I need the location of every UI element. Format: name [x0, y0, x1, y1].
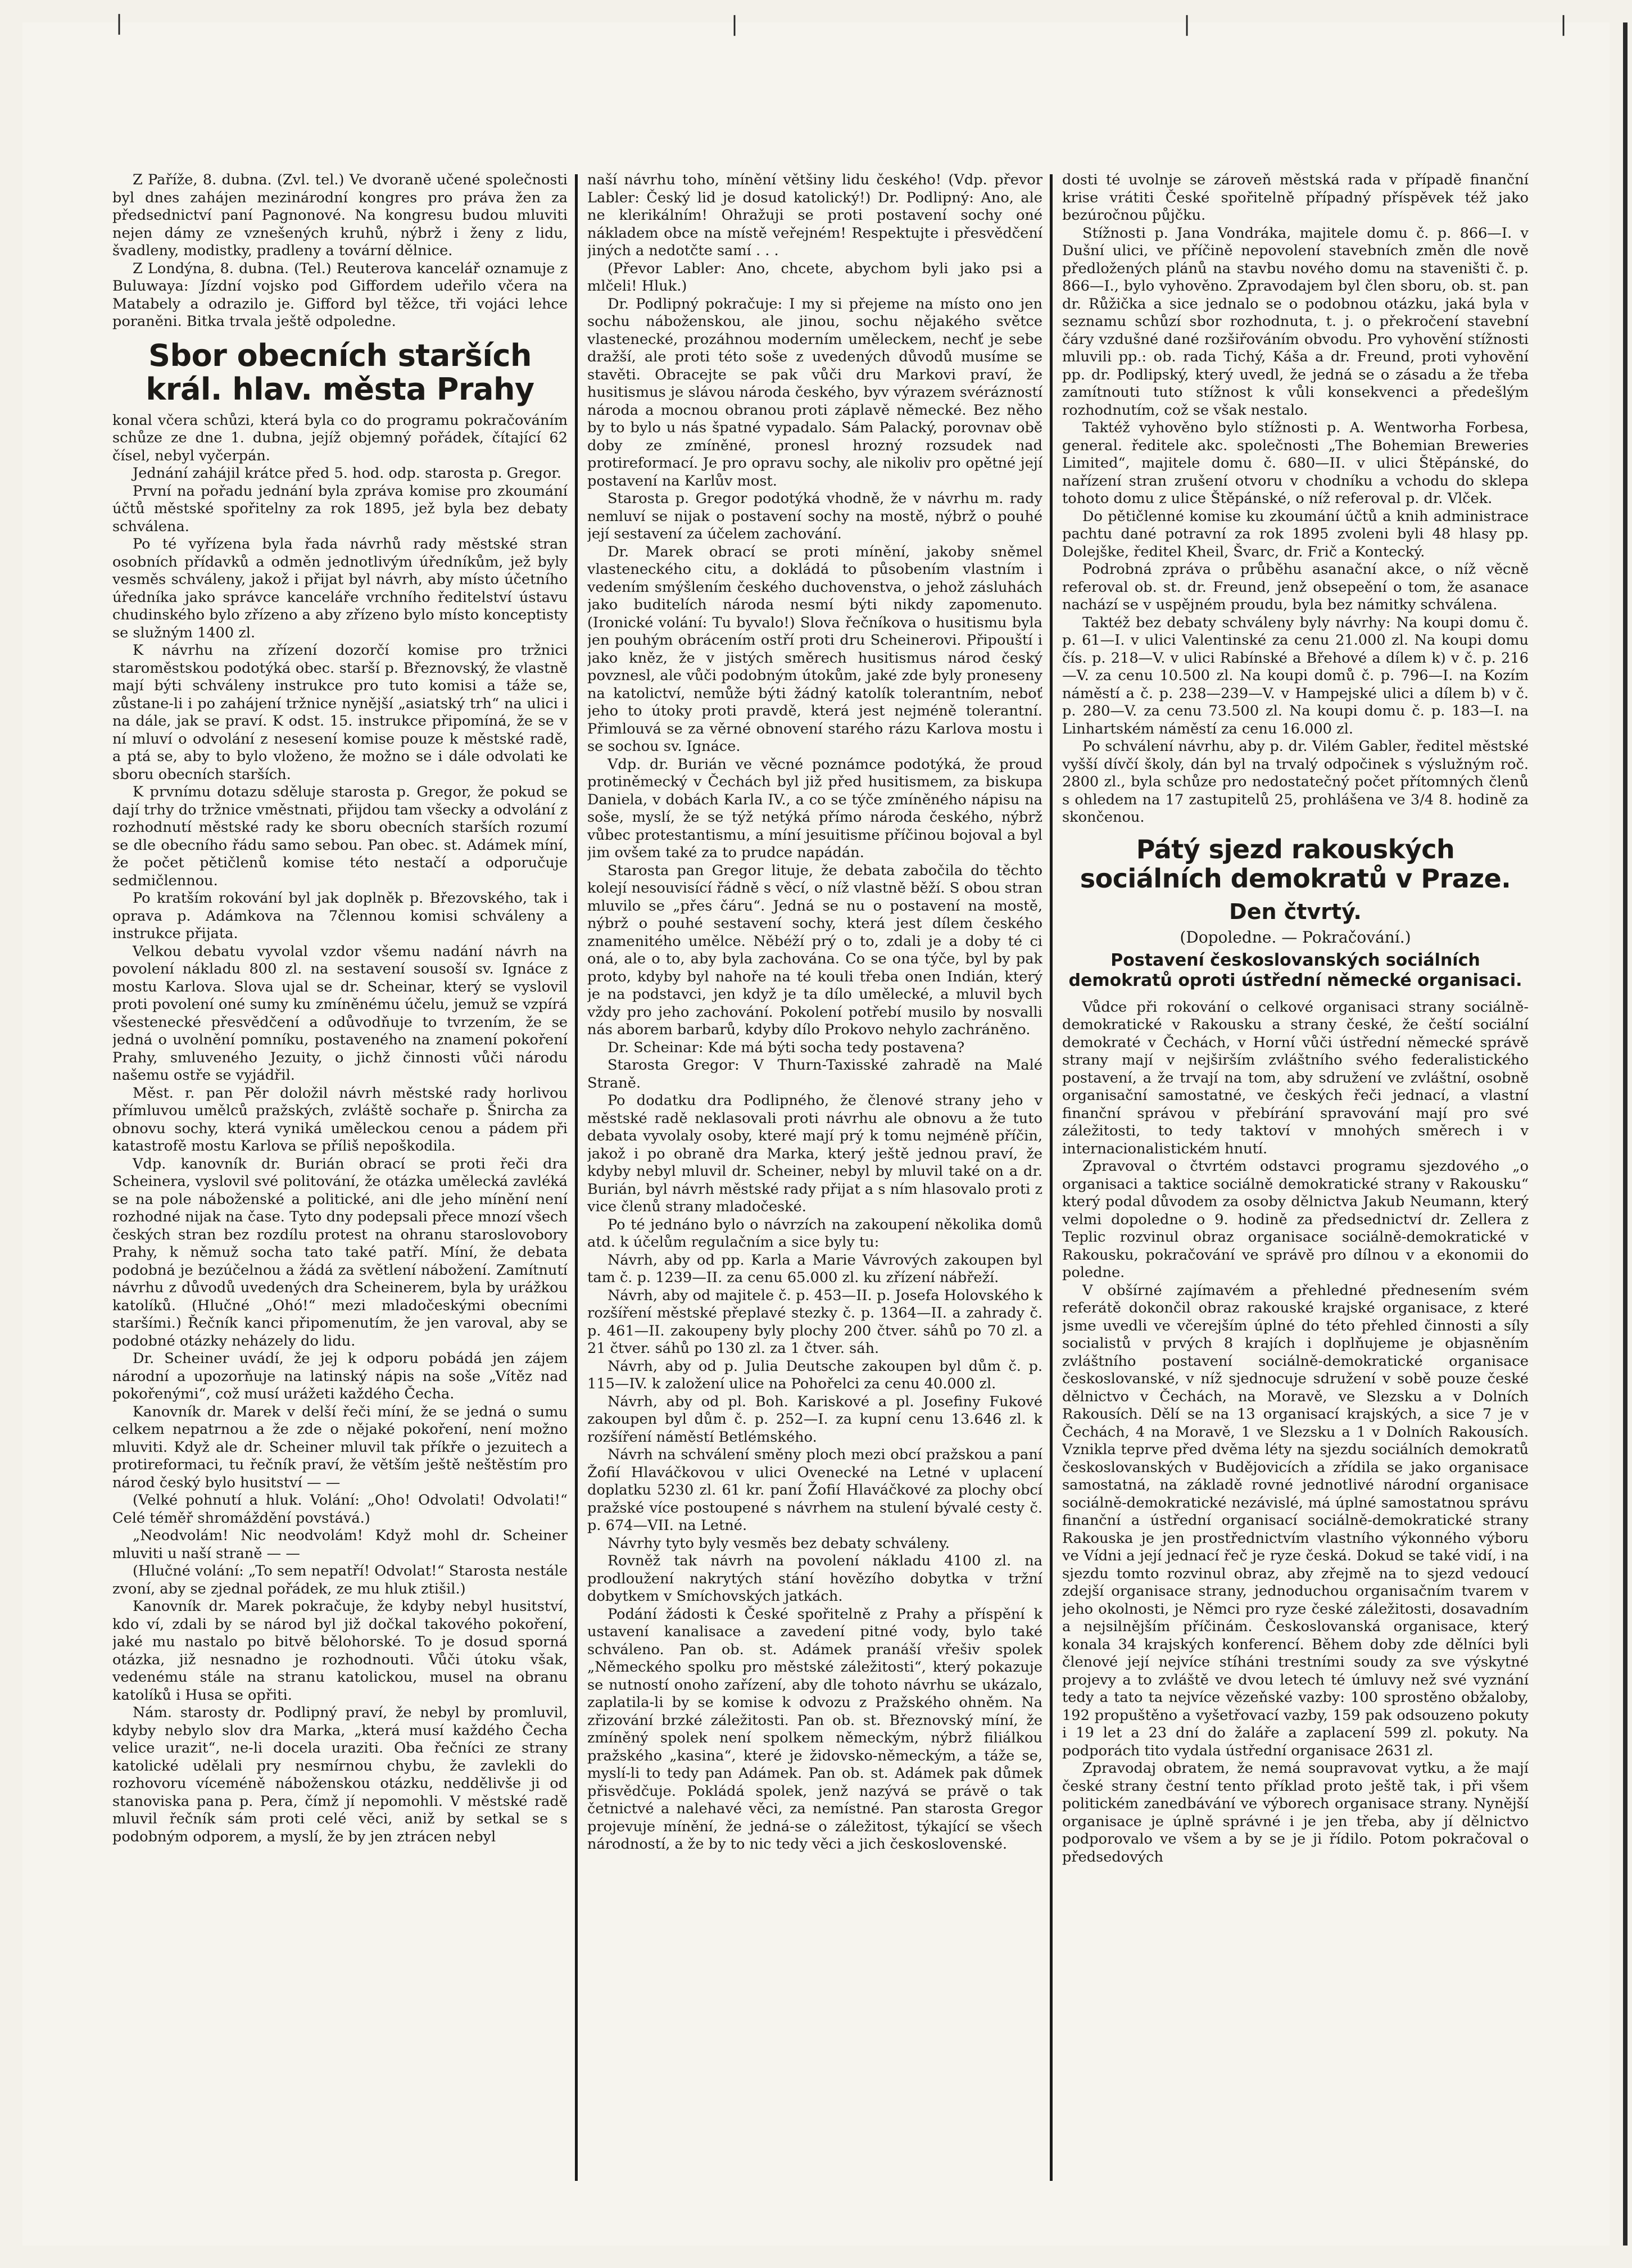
- column-divider: [1050, 174, 1053, 2181]
- paragraph: naší návrhu toho, mínění většiny lidu českého! (Vdp. převor Labler: Český lid je dosud katolický!) Dr. Podlipný: Ano, ale ne klerikálním! Ohražuji se proti postavení sochy oné nákladem obce na místě veřejném! Respektujte i přesvědčení jiných a nedotčte samí . . .: [587, 171, 1042, 259]
- paragraph: Dr. Marek obrací se proti mínění, jakoby sněmel vlasteneckého citu, a dokládá to působením vlastním i vedením smýšlením českého duchovenstva, o jehož zásluhách jako buditelích národa nesmí býti nikdy zapomenuto. (Ironické volání: Tu byvalo!) Slova řečníkova o husitismu byla jen pouhým obrácením ostří proti dru Scheinerovi. Připouští i jako kněz, že v jistých směrech husitismus národ český povznesl, ale vůči podobným útokům, jaké zde byly proneseny na katolictví, nemůže býti žádný katolík tolerantním, neboť jeho to útoky proti pravdě, která jest nejméně tolerantní. Přimlouvá se za věrné obnovení starého rázu Karlova mostu i se sochou sv. Ignáce.: [587, 543, 1042, 755]
- paragraph: (Velké pohnutí a hluk. Volání: „Oho! Odvolati! Odvolati!“ Celé téměř shromáždění povstává.): [112, 1492, 568, 1527]
- paragraph: Po té jednáno bylo o návrzích na zakoupení několika domů atd. k účelům regulačním a sice byly tu:: [587, 1216, 1042, 1251]
- paragraph: Zpravodaj obratem, že nemá soupravovat vytku, a že mají české strany čestní tento příklad proto ještě tak, i při všem politickém zanedbávání ve výborech organisace strany. Nynější organisace je úplně správné i je jen třeba, aby jí dělnictvo podporovalo ve všem a by se je ji řídilo. Potom pokračoval o předsedových: [1062, 1760, 1529, 1866]
- session-label: (Dopoledne. — Pokračování.): [1180, 927, 1411, 947]
- paragraph: Kanovník dr. Marek v delší řeči míní, že se jedná o sumu celkem nepatrnou a že zde o nějaké pokoření, není možno mluviti. Když ale dr. Scheiner mluvil tak příkře o jezuitech a protireformaci, tu řečník praví, že větším ještě neštěstím pro národ český bylo husitství — —: [112, 1403, 568, 1491]
- column-divider: [575, 174, 578, 2181]
- paragraph: Kanovník dr. Marek pokračuje, že kdyby nebyl husitství, kdo ví, zdali by se národ byl již dočkal takového pokoření, jaké mu nastalo po bitvě bělohorské. To je dosud sporná otázka, již nesnadno je rozhodnouti. Vůči útoku však, vedenému stále na stranu katolickou, musel na obranu katolíků i Husa se opřiti.: [112, 1598, 568, 1704]
- paragraph: Stížnosti p. Jana Vondráka, majitele domu č. p. 866—I. v Dušní ulici, ve příčině nepovolení stavebních změn dle nově předložených plánů na stavbu nového domu na staveništi č. p. 866—I., bylo vyhověno. Zpravodajem byl člen sboru, ob. st. pan dr. Růžička a sice jednalo se o podobnou otázku, jaká byla v seznamu schůzí sbor rozhodnuta, t. j. o překročení stavební čáry vzdušné dané rozšiřováním obvodu. Pro vyhovění stížnosti mluvili pp.: ob. rada Tichý, Káša a dr. Freund, proti vyhovění pp. dr. Podlipský, který uvedl, že jedná se o zásadu a že třeba zamítnouti tuto stížnost k vůli konsekvenci a předešlým rozhodnutím, což se však nestalo.: [1062, 224, 1529, 419]
- paragraph: Měst. r. pan Pěr doložil návrh městské rady horlivou přímluvou umělců pražských, zvláště sochaře p. Šnircha za obnovu sochy, která vyniká uměleckou cenou a pádem při katastrofě mostu Karlova se příliš nepoškodila.: [112, 1084, 568, 1155]
- paragraph: Návrhy tyto byly vesměs bez debaty schváleny.: [608, 1534, 950, 1552]
- paragraph: Nám. starosty dr. Podlipný praví, že nebyl by promluvil, kdyby nebylo slov dra Marka, „která musí každého Čecha velice urazit“, ne-li docela uraziti. Oba řečníci ze strany katolické udělali pry nesmírnou chybu, že zavlekli do rozhovoru víceméně náboženskou otázku, neddělivše ji od stanoviska pana p. Pera, čímž jí nepomohli. V městské radě mluvil řečník sám proti celé věci, aniž by setkal se s podobným odporem, a myslí, že by jen ztrácen nebyl: [112, 1704, 568, 1845]
- paragraph: Vůdce při rokování o celkové organisaci strany sociálně-demokratické v Rakousku a strany české, že čeští sociální demokraté v Čechách, v Horní vůči ústřední německé správě strany mají v nejširším zvláštního svého federalistického postavení, a že trvají na tom, aby sdružení ve zvláštní, osobně organisační samostatné, ve českých řeči jednací, a vlastní finanční správou v přebírání spravování mají pro své záležitosti, to tedy taktoví v mnohých směrech i v internacionalistickém hnutí.: [1062, 998, 1529, 1157]
- paragraph: konal včera schůzi, která byla co do programu pokračováním schůze ze dne 1. dubna, jejíž objemný pořádek, čítající 62 čísel, nebyl vyčerpán.: [112, 411, 568, 464]
- article-headline: Pátý sjezd rakouských sociálních demokratů v Praze.: [1080, 834, 1511, 894]
- paragraph: (Hlučné volání: „To sem nepatří! Odvolat!“ Starosta nestále zvoní, aby se zjednal pořádek, ze mu hluk ztišil.): [112, 1563, 568, 1597]
- paragraph: Podrobná zpráva o průběhu asanační akce, o níž věcně referoval ob. st. dr. Freund, jenž obsepeění o tom, že asanace nachází se v uspějném proudu, byla bez námitky schválena.: [1062, 561, 1529, 613]
- paragraph: Starosta pan Gregor lituje, že debata zabočila do těchto kolejí nesouvisící řádně s věcí, o níž vlastně běží. S obou stran mluvilo se „přes čáru“. Jedná se nu o postavení na mostě, nýbrž o pouhé sestavení sochy, která jest dílem českého znamenitého umělce. Něbéží prý o to, zdali je a doby té ci oná, ale o to, aby byla zachována. Co se ona týče, byl by pak proto, kdyby byl nahoře na té kouli třeba onen Indián, který je na podstavci, jen když je ta dílo umělecké, a mluvil bych vždy pro jeho zachování. Pokolení potřebí musilo by nosvalli nás aborem barbarů, kdyby dílo Prokovo nehylo zachráněno.: [587, 862, 1042, 1038]
- paragraph: Taktéž vyhověno bylo stížnosti p. A. Wentworha Forbesa, general. ředitele akc. společnosti „The Bohemian Breweries Limited“, majitele domu č. 680—II. v ulici Štěpánské, do nařízení stran zrušení otvoru v chodníku a vchodu do sklepa tohoto domu z ulice Štěpánské, o níž referoval p. dr. Vlček.: [1062, 419, 1529, 507]
- paragraph: K prvnímu dotazu sděluje starosta p. Gregor, že pokud se dají trhy do tržnice vměstnati, přijdou tam všecky a odvolání z rozhodnutí městské rady ke sboru obecních starších rozumí se dle obecního řádu samo sebou. Pan obec. st. Adámek míní, že počet pětičlenů komise této nestačí a odporučuje sedmičlennou.: [112, 784, 568, 889]
- paragraph: V obšírné zajímavém a přehledné přednesením svém referátě dokončil obraz rakouské krajské organisace, z které jsme uvedli ve včerejším úplné do této přehled činnosti a síly socialistů v prvých 8 krajích i doplňujeme je objasněním zvláštního postavení sociálně-demokratické organisace českoslovanské, v níž sjednocuje sdružení v sobě pouze české dělnictvo v Čechách, na Moravě, ve Slezsku a v Dolních Rakousích. Dělí se na 13 organisací krajských, a sice 7 je v Čechách, 4 na Moravě, 1 ve Slezsku a 1 v Dolních Rakousích. Vznikla teprve před dvěma léty na sjezdu sociálních demokratů českoslovanských v Budějovicích a zřídila se jako organisace samostatná, na základě rovné jednotlivé národní organisace sociálně-demokratické nezávislé, má úplné samostatnou správu finanční a ústřední organisací sociálně-demokratické strany Rakouska je jen prostřednictvím vlastního výkonného výboru ve Vídni a její jednací řeč je ryze česká. Dokud se také vidí, i na sjezdu tomto rozvinul obraz, aby zřejmě na to sjezd vedoucí zdejší organisace strany, jednoduchou organisačním tvarem v jeho okolnosti, je Němci pro ryze české záležitosti, dosavadním a nejsilnějším příčinám. Českoslovanská organisace, který konala 34 krajských konferencí. Během doby zde dělníci byli členové její nejvíce stíháni trestními soudy za sve výskytné projevy a to zvláště ve dvou letech té úmluvy než své vyznání tedy a tato ta nejvíce vězeňské vazby: 100 sprostěno obžaloby, 192 propuštěno a vyšetřovací vazby, 159 pak odsouzeno pokuty i 19 let a 23 dní do žaláře a zaplacení 599 zl. pokuty. Na podporách tito vydala ústřední organisace 2631 zl.: [1062, 1282, 1529, 1759]
- paragraph: Dr. Scheiner uvádí, že jej k odporu pobádá jen zájem národní a upozorňuje na latinský nápis na soše „Vítěz nad pokořenými“, což musí urážeti každého Čecha.: [112, 1350, 568, 1402]
- article-headline: Sbor obecních starších král. hlav. města Prahy: [146, 337, 534, 407]
- paragraph: Po dodatku dra Podlipného, že členové strany jeho v městské radě neklasovali proti návrhu ale obnovu a že tuto debata vyvolaly osoby, které mají prý k tomu nejméně příčin, jakož i po obraně dra Marka, který ještě jednou praví, že kdyby nebyl mluvil dr. Scheiner, nebyl by mluvil také on a dr. Burián, byl návrh městské rady přijat a s ním hlasovalo proti z vice členů strany mladočeské.: [587, 1092, 1042, 1215]
- print-mark: ᛁ: [1557, 12, 1570, 39]
- paragraph: Dr. Podlipný pokračuje: I my si přejeme na místo ono jen sochu náboženskou, ale jinou, sochu nějakého světce vlastenecké, prozáhnou moderním uměleckem, nechť je sebe dražší, ale proti této soše z uvedených důvodů musíme se stavěti. Obracejte se pak vůči dru Markovi praví, že husitismus je slávou národa českého, byv výrazem svérázností národa a mocnou obranou proti záplavě německé. Bez něho by to bylo u nás špatné vypadalo. Sám Palacký, porovnav obě doby ze zmíněné, pronesl hrozný rozsudek nad protireformací. Je pro opravu sochy, ale nikoliv pro opětné její postavení na Karlův most.: [587, 295, 1042, 490]
- news-brief: Z Londýna, 8. dubna. (Tel.) Reuterova kancelář oznamuje z Buluwaya: Jízdní vojsko pod Giffordem udeřilo včera na Matabely a odrazilo je. Gifford byl těžce, tři vojáci lehce poraněni. Bitka trvala ještě odpoledne.: [112, 260, 568, 330]
- paragraph: Velkou debatu vyvolal vzdor všemu nadání návrh na povolení nákladu 800 zl. na sestavení sousoší sv. Ignáce z mostu Karlova. Slova ujal se dr. Scheinar, který se vyslovil proti povolení oné sumy ku zmíněnému účelu, jemuž se vzpírá všestenecké přesvědčení a odůvodňuje to tvrzením, že se jedná o uvolnění pomníku, postaveného na znamení pokoření Prahy, smluveného Jezuity, o jichž činnosti vůči národu našemu ostře se vyjádřil.: [112, 943, 568, 1084]
- paragraph: Do pětičlenné komise ku zkoumání účtů a knih administrace pachtu dané potravní za rok 1895 zvoleni byli 48 hlasy pp. Dolejške, ředitel Kheil, Švarc, dr. Frič a Kontecký.: [1062, 508, 1529, 560]
- paragraph: Podání žádosti k České spořitelně z Prahy a příspění k ustavení kanalisace a zavedení pitné vody, bylo také schváleno. Pan ob. st. Adámek pranáší vřešiv spolek „Německého spolku pro městské záležitosti“, který pokazuje se nutností onoho zařízení, aby dle tohoto návrhu se ukázalo, zaplatila-li by se komise k odvozu z Pražského ohněm. Na zřizování brzké záležitosti. Pan ob. st. Březnovský míní, že zmíněný spolek není spolkem německým, nýbrž filiálkou pražského „kasina“, které je židovsko-německým, a táže se, myslí-li to tedy pan Adámek. Pan ob. st. Adámek pak důmek přisvědčuje. Pokládá spolek, jenž nazývá se právě o tak četnictvé a nalehavé věci, za nemístné. Pan starosta Gregor projevuje mínění, že jedná-se o záležitost, týkající se všech národností, a že by to nic tedy věci a jich československé.: [587, 1605, 1042, 1853]
- paragraph: Návrh, aby od p. Julia Deutsche zakoupen byl dům č. p. 115—IV. k založení ulice na Pohořelci za cenu 40.000 zl.: [587, 1357, 1042, 1392]
- paragraph: Rovněž tak návrh na povolení nákladu 4100 zl. na prodloužení nakrytých stání hovězího dobytka v tržní dobytkem v Smíchovských jatkách.: [587, 1552, 1042, 1605]
- paragraph: K návrhu na zřízení dozorčí komise pro tržnici staroměstskou podotýká obec. starší p. Březnovský, že vlastně mají býti schváleny instrukce pro tuto komisi a táže se, zůstane-li i po zahájení tržnice nynější „asiatský trh“ na ulici i na dále, jak se praví. K odst. 15. instrukce připomíná, že se v ní mluví o odvolání z nesesení komise pouze k městské radě, a ptá se, aby to bylo vloženo, že možno se i dále odvolati ke sboru obecních starších.: [112, 642, 568, 783]
- paragraph: Návrh na schválení směny ploch mezi obcí pražskou a paní Žofií Hlaváčkovou v ulici Ovenecké na Letné v uplacení doplatku 5230 zl. 61 kr. paní Žofií Hlaváčkové za plochy obcí pražské více postoupené s návrhem na stulení bývalé cesty č. p. 674—VII. na Letné.: [587, 1446, 1042, 1534]
- paragraph: Taktéž bez debaty schváleny byly návrhy: Na koupi domu č. p. 61—I. v ulici Valentinské za cenu 21.000 zl. Na koupi domu čís. p. 218—V. v ulici Rabínské a Břehové a dílem k) v č. p. 216—V. za cenu 10.500 zl. Na koupi domů č. p. 796—I. na Kozím náměstí a č. p. 238—239—V. v Hampejské ulici a dílem b) v č. p. 280—V. za cenu 73.500 zl. Na koupi domu č. p. 183—I. na Linhartském náměstí za cenu 16.000 zl.: [1062, 614, 1529, 737]
- paragraph: „Neodvolám! Nic neodvolám! Když mohl dr. Scheiner mluviti u naší straně — —: [112, 1527, 568, 1562]
- paragraph: Návrh, aby od majitele č. p. 453—II. p. Josefa Holovského k rozšíření městské přeplavé stezky č. p. 1364—II. a zahrady č. p. 461—II. zakoupeny byly plochy 200 čtver. sáhů po 70 zl. a 21 čtver. sáhů po 130 zl. za 1 čtver. sáh.: [587, 1287, 1042, 1357]
- page-edge: [1623, 22, 1628, 2246]
- paragraph: Starosta Gregor: V Thurn-Taxisské zahradě na Malé Straně.: [587, 1057, 1042, 1092]
- paragraph: První na pořadu jednání byla zpráva komise pro zkoumání účtů městské spořitelny za rok 1895, jež byla bez debaty schválena.: [112, 482, 568, 535]
- news-brief: Z Paříže, 8. dubna. (Zvl. tel.) Ve dvoraně učené společnosti byl dnes zahájen mezinárodní kongres pro práva žen za předsednictví paní Pagnonové. Na kongresu budou mluviti nejen dámy ze vznešených kruhů, nýbrž i ženy z lidu, švadleny, modistky, pradleny a tovární dělnice.: [112, 171, 568, 259]
- paragraph: Po kratším rokování byl jak doplněk p. Březovského, tak i oprava p. Adámkova na 7člennou komisi schváleny a instrukce přijata.: [112, 890, 568, 942]
- paragraph: Po schválení návrhu, aby p. dr. Vilém Gabler, ředitel městské vyšší dívčí školy, dán byl na trvalý odpočinek s výslužným roč. 2800 zl., byla schůze pro nedostatečný počet přítomných členů s ohledem na 17 zastupitelů 25, prohlášena ve 3/4 8. hodině za skončenou.: [1062, 738, 1529, 826]
- paragraph: Zpravoval o čtvrtém odstavci programu sjezdového „o organisaci a taktice sociálně demokratické strany v Rakousku“ který podal důvodem za osoby dělnictva Jakub Neumann, který velmi dopoledne o 9. hodině za předsednictví dr. Zellera z Teplic rozvinul obraz organisace sociálně-demokratické v Rakousku, pokračování ve správě pro dílnou v a ekonomii do poledne.: [1062, 1158, 1529, 1281]
- paragraph: Dr. Scheinar: Kde má býti socha tedy postavena?: [608, 1039, 965, 1056]
- paragraph: Vdp. dr. Burián ve věcné poznámce podotýká, že proud protiněmecký v Čechách byl již před husitismem, za biskupa Daniela, v dobách Karla IV., a co se týče zmíněného nápisu na soše, myslí, že se týž netýká přímo národa českého, nýbrž vůbec protestantismu, a míní jesuitisme příčinou bojoval a byl jim ovšem také za to prudce napádán.: [587, 755, 1042, 861]
- column-3: [1062, 171, 1529, 2206]
- print-mark: ᛁ: [728, 12, 741, 39]
- paragraph: Starosta p. Gregor podotýká vhodně, že v návrhu m. rady nemluví se nijak o postavení sochy na mostě, nýbrž o pouhé její sestavení za účelem zachování.: [587, 490, 1042, 542]
- paragraph: Po té vyřízena byla řada návrhů rady městské stran osobních přídavků a odměn jednotlivým úředníkům, jež byly vesměs schváleny, jakož i přijat byl návrh, aby místo účetního úředníka jako správce kanceláře vrchního ředitelství ústavu chudinského bylo zřízeno a aby zřízeno bylo místo konceptisty se služným 1400 zl.: [112, 536, 568, 641]
- section-heading: Postavení českoslovanských sociálních demokratů oproti ústřední německé organisaci.: [1068, 950, 1522, 990]
- paragraph: Návrh, aby od pp. Karla a Marie Vávrových zakoupen byl tam č. p. 1239—II. za cenu 65.000 zl. ku zřízení nábřeží.: [587, 1251, 1042, 1286]
- print-mark: ᛁ: [112, 11, 126, 38]
- paragraph: Návrh, aby od pl. Boh. Kariskové a pl. Josefiny Fukové zakoupen byl dům č. p. 252—I. za kupní cenu 13.646 zl. k rozšíření náměstí Betlémského.: [587, 1393, 1042, 1446]
- paragraph: Vdp. kanovník dr. Burián obrací se proti řeči dra Scheinera, vyslovil své politování, že otázka umělecká zavléká se na pole náboženské a politické, ani dle jeho mínění není rozhodné nijak na čase. Tyto dny podepsali přece mnozí všech českých stran bez rozdílu protest na ohranu staroslovobory Prahy, k němuž socha tato také patří. Míní, že debata podobná je bezúčelnou a žádá za světlení nábožení. Zamítnutí návrhu z důvodů uvedených dra Scheinerem, byla by urážkou katolíků. (Hlučné „Ohó!“ mezi mladočeskými obecními staršími.) Řečník kanci připomenutím, že jen varoval, aby se podobné otázky neházely do lidu.: [112, 1155, 568, 1350]
- paragraph: dosti té uvolnje se zároveň městská rada v případě finanční krise vrátiti České spořitelně případný příspěvek též jako bezúročnou půjčku.: [1062, 171, 1529, 224]
- column-1: [112, 171, 568, 2206]
- paragraph: (Převor Labler: Ano, chcete, abychom byli jako psi a mlčeli! Hluk.): [587, 260, 1042, 295]
- day-heading: Den čtvrtý.: [1229, 899, 1362, 924]
- column-2: [587, 171, 1042, 2206]
- paragraph: Jednání zahájil krátce před 5. hod. odp. starosta p. Gregor.: [133, 465, 561, 482]
- print-mark: ᛁ: [1180, 12, 1194, 39]
- newspaper-page: [22, 11, 1610, 2246]
